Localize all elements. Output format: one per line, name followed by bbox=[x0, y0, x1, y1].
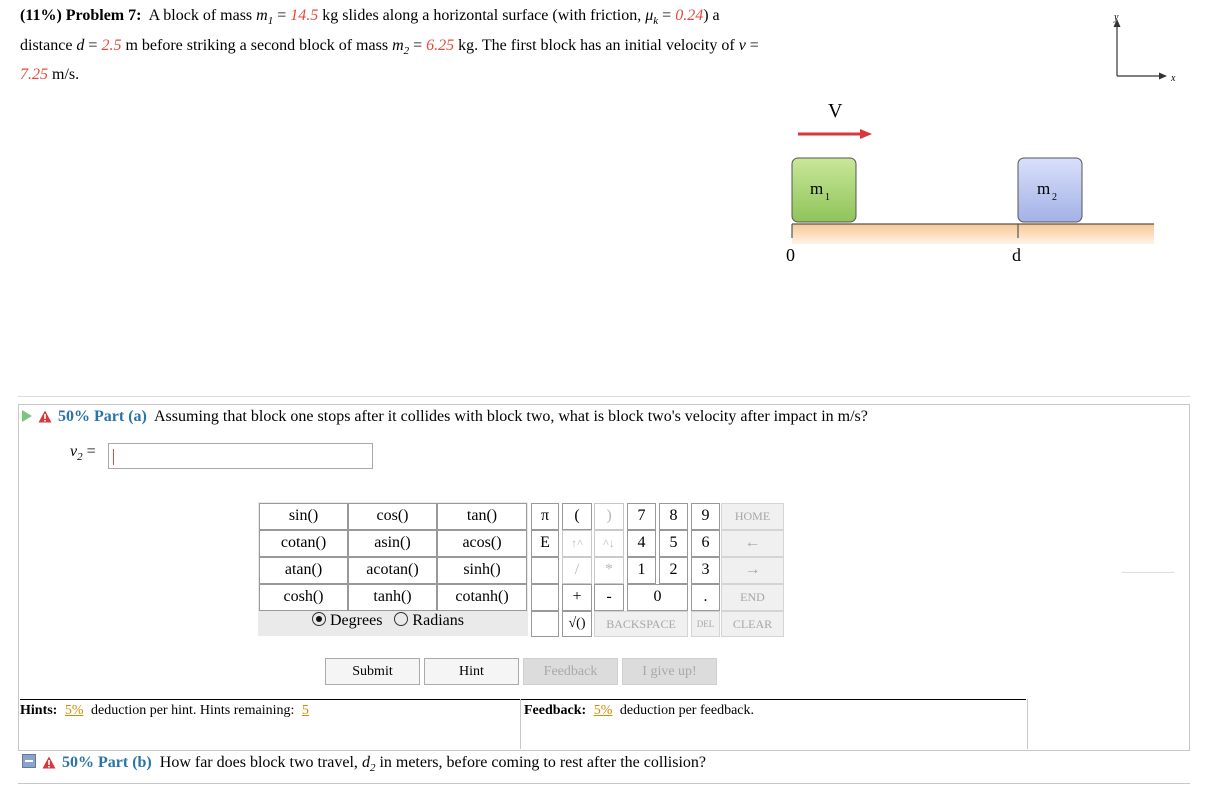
problem-number: (11%) Problem 7: bbox=[20, 7, 142, 24]
minus-key[interactable]: - bbox=[594, 584, 624, 611]
cotan-button[interactable]: cotan() bbox=[259, 530, 348, 557]
feedback-deduction: 5% bbox=[593, 703, 613, 718]
hint-button[interactable]: Hint bbox=[424, 658, 519, 685]
x-axis-label: x bbox=[1171, 73, 1176, 84]
submit-button[interactable]: Submit bbox=[325, 658, 420, 685]
up-arrow-key[interactable]: ↑^ bbox=[562, 530, 592, 557]
key-2[interactable]: 2 bbox=[659, 557, 688, 584]
section-divider bbox=[18, 396, 1190, 397]
blank-key bbox=[531, 611, 559, 637]
velocity-label: V bbox=[828, 100, 843, 122]
hint-deduction: 5% bbox=[64, 703, 84, 718]
plus-key[interactable]: + bbox=[562, 584, 592, 611]
answer-label: $v_2$ = bbox=[70, 443, 96, 464]
y-axis-label: y bbox=[1114, 12, 1119, 23]
delete-key[interactable]: DEL bbox=[691, 611, 720, 637]
part-a-question: Assuming that block one stops after it collides with block two, what is block two's velocity after impact in m/s? bbox=[153, 408, 868, 425]
sinh-button[interactable]: sinh() bbox=[437, 557, 527, 584]
axes-icon bbox=[1100, 8, 1190, 88]
key-3[interactable]: 3 bbox=[691, 557, 720, 584]
key-0[interactable]: 0 bbox=[627, 584, 688, 611]
left-arrow-key[interactable]: ← bbox=[721, 530, 784, 557]
hints-info: Hints: 5% deduction per hint. Hints remaining: 5 bbox=[20, 703, 313, 719]
down-arrow-key[interactable]: ^↓ bbox=[594, 530, 624, 557]
mass-2-value: 6.25 bbox=[426, 36, 455, 54]
pi-key[interactable]: π bbox=[531, 503, 559, 530]
distance-label: d bbox=[1012, 245, 1021, 265]
end-key[interactable]: END bbox=[721, 584, 784, 611]
part-a-heading bbox=[22, 408, 868, 426]
divider-line bbox=[1122, 572, 1174, 573]
text-caret bbox=[113, 449, 114, 465]
e-key[interactable]: E bbox=[531, 530, 559, 557]
home-key[interactable]: HOME bbox=[721, 503, 784, 530]
block-2-subscript: 2 bbox=[1052, 192, 1057, 203]
feedback-info: Feedback: 5% deduction per feedback. bbox=[524, 703, 754, 718]
collapse-icon[interactable] bbox=[22, 754, 36, 768]
decimal-key[interactable]: . bbox=[691, 584, 720, 611]
friction-value: 0.24 bbox=[675, 7, 704, 24]
part-a-label: 50% Part (a) bbox=[58, 408, 147, 425]
blank-key bbox=[531, 584, 559, 611]
key-7[interactable]: 7 bbox=[627, 503, 656, 530]
key-4[interactable]: 4 bbox=[627, 530, 656, 557]
surface bbox=[792, 224, 1154, 244]
cosh-button[interactable]: cosh() bbox=[259, 584, 348, 611]
radians-radio[interactable] bbox=[394, 612, 408, 626]
mass-1-value: 14.5 bbox=[290, 7, 319, 24]
part-b-heading: 50% Part (b) How far does block two travel, $d_2$ in meters, before coming to rest after the collision? bbox=[22, 754, 706, 774]
bottom-divider bbox=[18, 783, 1190, 784]
block-1-subscript: 1 bbox=[825, 192, 830, 203]
feedback-button[interactable]: Feedback bbox=[523, 658, 618, 685]
velocity-value: 7.25 bbox=[20, 66, 48, 84]
degrees-radio[interactable] bbox=[312, 612, 326, 626]
block-1 bbox=[792, 158, 856, 222]
atan-button[interactable]: atan() bbox=[259, 557, 348, 584]
tanh-button[interactable]: tanh() bbox=[348, 584, 437, 611]
key-8[interactable]: 8 bbox=[659, 503, 688, 530]
acos-button[interactable]: acos() bbox=[437, 530, 527, 557]
cos-button[interactable]: cos() bbox=[348, 503, 437, 530]
part-b-label: 50% Part (b) bbox=[62, 754, 152, 771]
key-1[interactable]: 1 bbox=[627, 557, 656, 584]
distance-value: 2.5 bbox=[101, 36, 122, 54]
degrees-label: Degrees bbox=[330, 612, 383, 629]
radians-label: Radians bbox=[412, 612, 464, 629]
tan-button[interactable]: tan() bbox=[437, 503, 527, 530]
acotan-button[interactable]: acotan() bbox=[348, 557, 437, 584]
right-arrow-key[interactable]: → bbox=[721, 557, 784, 584]
velocity-arrow-head bbox=[860, 129, 872, 139]
blank-key bbox=[531, 557, 559, 584]
divide-key[interactable]: / bbox=[562, 557, 592, 584]
part-b-divider bbox=[18, 750, 1190, 751]
multiply-key[interactable]: * bbox=[594, 557, 624, 584]
open-paren-key[interactable]: ( bbox=[562, 503, 592, 530]
asin-button[interactable]: asin() bbox=[348, 530, 437, 557]
key-5[interactable]: 5 bbox=[659, 530, 688, 557]
answer-input[interactable] bbox=[108, 443, 373, 469]
sin-button[interactable]: sin() bbox=[259, 503, 348, 530]
sqrt-key[interactable]: √() bbox=[562, 611, 592, 637]
close-paren-key[interactable]: ) bbox=[594, 503, 624, 530]
hints-remaining: 5 bbox=[301, 703, 309, 718]
key-6[interactable]: 6 bbox=[691, 530, 720, 557]
give-up-button[interactable]: I give up! bbox=[622, 658, 717, 685]
block-1-label: m bbox=[810, 179, 824, 198]
warning-icon bbox=[38, 410, 52, 423]
backspace-key[interactable]: BACKSPACE bbox=[594, 611, 688, 637]
angle-mode bbox=[312, 612, 464, 630]
cotanh-button[interactable]: cotanh() bbox=[437, 584, 527, 611]
clear-key[interactable]: CLEAR bbox=[721, 611, 784, 637]
physics-diagram bbox=[780, 90, 1170, 270]
problem-statement: (11%) Problem 7: A block of mass $m_1 = 14.5$ kg slides along a horizontal surface (with friction, $\mu_k = 0.24$) a distance d = 2.5 m before striking a second block of mass $m_2 = 6.25$ kg. The first block has an initial velocity of v = 7.25 m/s. bbox=[20, 7, 759, 84]
block-2-label: m bbox=[1037, 179, 1051, 198]
expand-triangle-icon[interactable] bbox=[22, 410, 32, 422]
origin-label: 0 bbox=[786, 245, 795, 265]
warning-icon bbox=[42, 756, 56, 769]
key-9[interactable]: 9 bbox=[691, 503, 720, 530]
